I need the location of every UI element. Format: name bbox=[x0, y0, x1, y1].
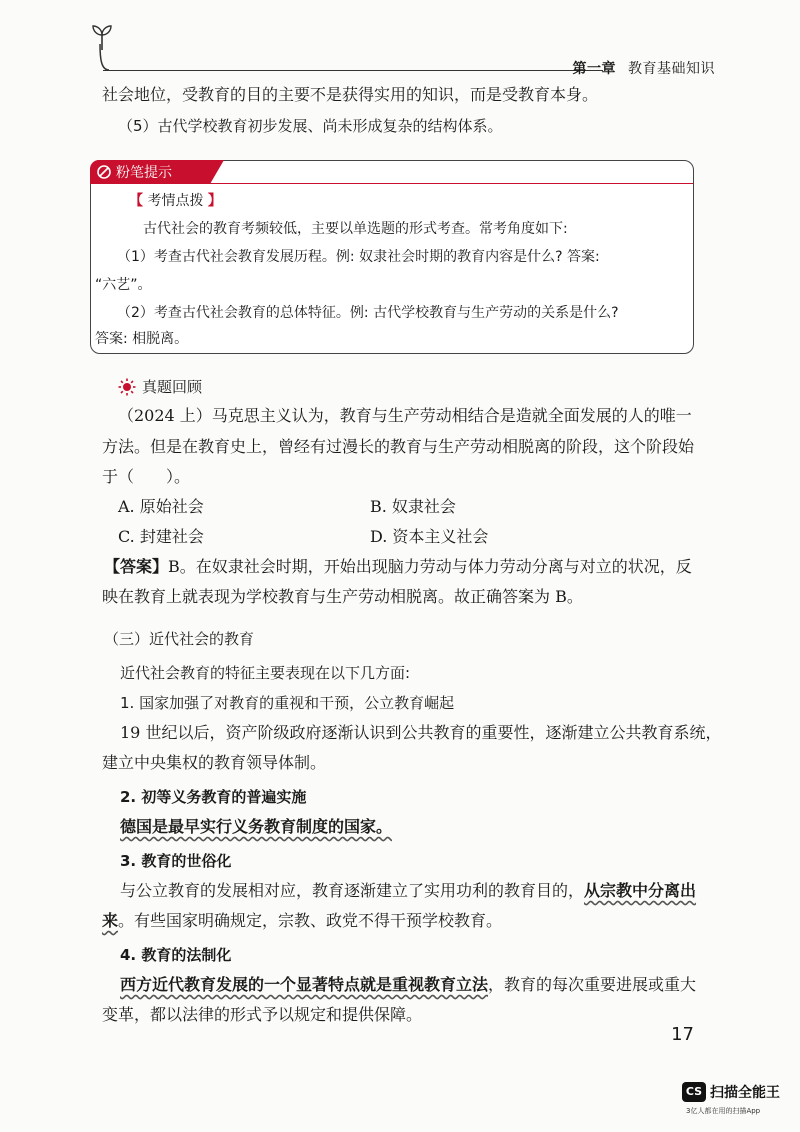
answer-line-2: 映在教育上就表现为学校教育与生产劳动相脱离。故正确答案为 B。 bbox=[102, 587, 583, 606]
chalk-tip-rule bbox=[209, 183, 693, 184]
item-4-line-1: 西方近代教育发展的一个显著特点就是重视教育立法，教育的每次重要进展或重大 bbox=[120, 975, 697, 994]
item-1-line-1: 19 世纪以后，资产阶级政府逐渐认识到公共教育的重要性，逐渐建立公共教育系统， bbox=[120, 723, 722, 742]
page-header bbox=[85, 22, 715, 77]
question-line-3: 于（ ）。 bbox=[102, 467, 191, 486]
watermark-tagline: 3亿人都在用的扫描App bbox=[686, 1107, 761, 1115]
sun-icon bbox=[118, 378, 136, 396]
chapter-number: 第一章 bbox=[572, 61, 616, 77]
modern-heading: （三）近代社会的教育 bbox=[104, 630, 255, 648]
question-line-1: （2024 上）马克思主义认为，教育与生产劳动相结合是造就全面发展的人的唯一 bbox=[118, 406, 692, 425]
item-4-title: 4. 教育的法制化 bbox=[120, 946, 232, 964]
header-rule-curve bbox=[91, 44, 111, 72]
tip-line-2: （1）考查古代社会教育发展历程。例: 奴隶社会时期的教育内容是什么? 答案: bbox=[117, 249, 600, 265]
item-3-line-1: 与公立教育的发展相对应，教育逐渐建立了实用功利的教育目的，从宗教中分离出 bbox=[120, 881, 697, 900]
tip-line-5: 答案: 相脱离。 bbox=[95, 331, 189, 347]
page-number: 17 bbox=[671, 1024, 694, 1045]
intro-line-2: （5）古代学校教育初步发展、尚未形成复杂的结构体系。 bbox=[118, 117, 503, 135]
option-c: C. 封建社会 bbox=[118, 527, 204, 546]
item-3-line-2: 来。有些国家明确规定，宗教、政党不得干预学校教育。 bbox=[102, 911, 503, 930]
answer-line-1: 【答案】B。在奴隶社会时期，开始出现脑力劳动与体力劳动分离与对立的状况，反 bbox=[104, 557, 692, 576]
intro-line-1: 社会地位，受教育的目的主要不是获得实用的知识，而是受教育本身。 bbox=[102, 85, 599, 104]
chalk-tip-label: 粉笔提示 bbox=[116, 165, 172, 181]
item-1-title: 1. 国家加强了对教育的重视和干预，公立教育崛起 bbox=[120, 694, 455, 712]
scanner-watermark bbox=[682, 1080, 792, 1120]
header-rule bbox=[103, 70, 603, 71]
option-a: A. 原始社会 bbox=[118, 497, 204, 516]
chalk-tip-box bbox=[90, 160, 694, 354]
option-d: D. 资本主义社会 bbox=[370, 527, 489, 546]
question-line-2: 方法。但是在教育史上，曾经有过漫长的教育与生产劳动相脱离的阶段，这个阶段始 bbox=[102, 437, 695, 456]
tip-line-3: “六艺”。 bbox=[95, 277, 152, 293]
watermark-name: 扫描全能王 bbox=[710, 1085, 780, 1101]
item-2-title: 2. 初等义务教育的普遍实施 bbox=[120, 788, 307, 806]
chapter-label bbox=[573, 58, 716, 78]
no-sign-icon bbox=[96, 164, 112, 180]
item-3-title: 3. 教育的世俗化 bbox=[120, 852, 232, 870]
chapter-title: 教育基础知识 bbox=[628, 61, 715, 77]
tip-section-title: 【 考情点拨 】 bbox=[129, 193, 222, 209]
chalk-tip-tab bbox=[90, 160, 210, 184]
real-question-title: 真题回顾 bbox=[142, 378, 203, 396]
item-4-line-2: 变革，都以法律的形式予以规定和提供保障。 bbox=[102, 1005, 423, 1024]
item-2-line-1: 德国是最早实行义务教育制度的国家。 bbox=[120, 817, 393, 836]
watermark-badge: CS bbox=[682, 1082, 706, 1102]
option-b: B. 奴隶社会 bbox=[370, 497, 456, 516]
modern-intro: 近代社会教育的特征主要表现在以下几方面: bbox=[120, 664, 411, 682]
tip-line-1: 古代社会的教育考频较低，主要以单选题的形式考查。常考角度如下: bbox=[143, 221, 568, 237]
tip-line-4: （2）考查古代社会教育的总体特征。例: 古代学校教育与生产劳动的关系是什么? bbox=[117, 305, 619, 321]
item-1-line-2: 建立中央集权的教育领导体制。 bbox=[102, 753, 327, 772]
